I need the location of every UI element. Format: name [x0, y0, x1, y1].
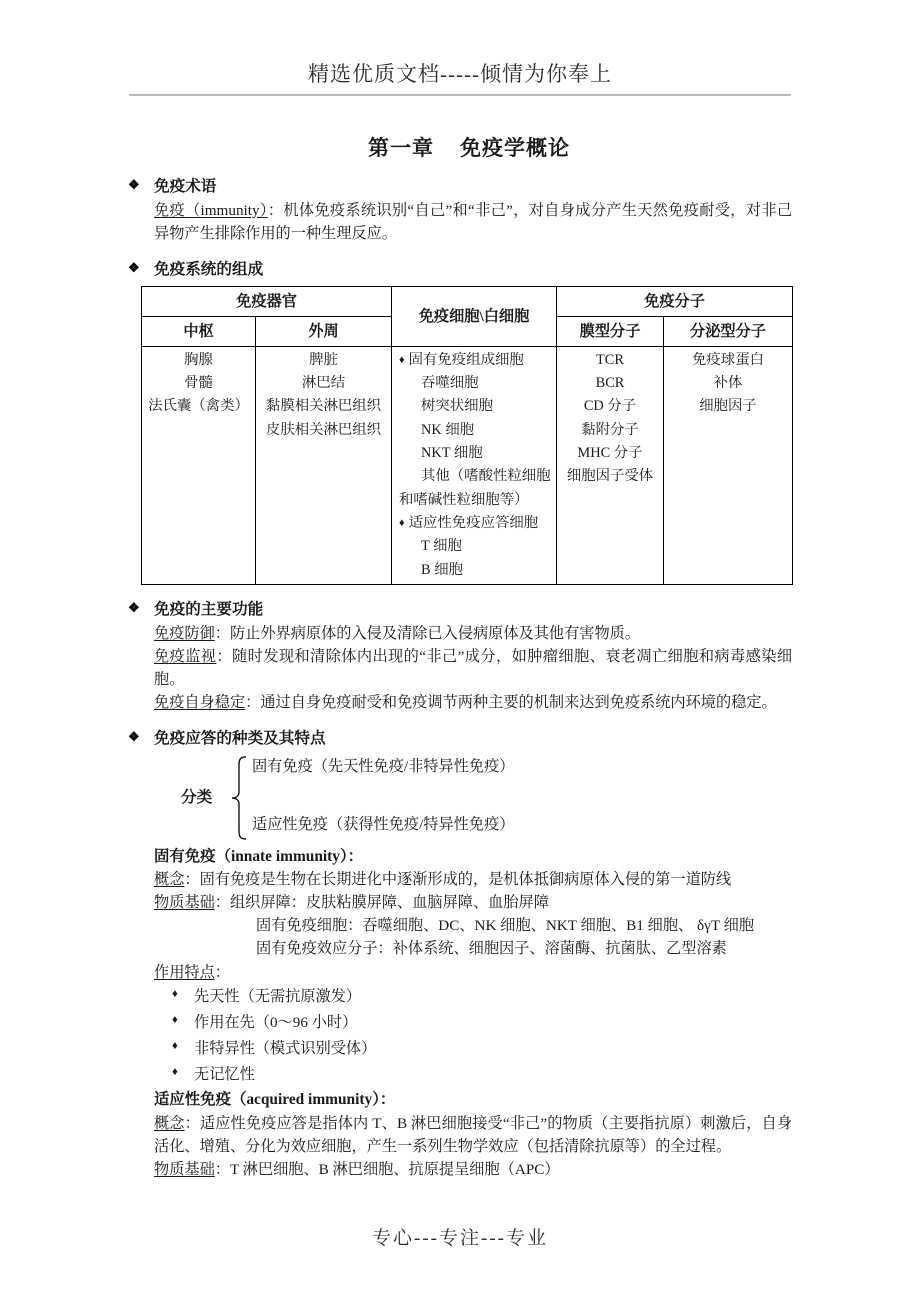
table-cell-text: B 细胞 — [421, 561, 463, 578]
table-sub-header-membrane: 膜型分子 — [557, 316, 664, 346]
table-cell-line — [399, 512, 553, 535]
section-title-response: 免疫应答的种类及其特点 — [154, 730, 326, 748]
table-cell-line: 法氏囊（禽类） — [148, 398, 249, 415]
function-item-homeostasis — [128, 691, 792, 714]
document-body — [128, 175, 792, 1181]
table-cell-line: 细胞因子 — [699, 398, 757, 415]
table-cell-text: 吞噬细胞 — [421, 375, 479, 392]
term-immunity-definition — [128, 199, 792, 245]
table-cell-text: NK 细胞 — [421, 421, 475, 438]
function-sep: ： — [245, 694, 261, 711]
table-sub-header-central: 中枢 — [142, 316, 256, 346]
function-item-surveillance — [128, 645, 792, 691]
table-cell-line — [399, 349, 553, 372]
innate-feature-list — [128, 984, 792, 1089]
table-cell-line: 补体 — [713, 375, 743, 392]
subsection-heading-acquired: 适应性免疫（acquired immunity）： — [154, 1091, 396, 1109]
table-cell-line: 免疫球蛋白 — [692, 351, 764, 368]
table-cell-text: 适应性免疫应答细胞 — [408, 515, 539, 532]
function-text-defense: 防止外界病原体的入侵及清除已入侵病原体及其他有害物质。 — [229, 624, 640, 642]
list-item: ♦ 先天性（无需抗原激发） — [194, 984, 792, 1010]
diamond-bullet-icon: ❖ — [128, 729, 140, 745]
table-sub-header-peripheral: 外周 — [256, 316, 392, 346]
term-body-immunity: 机体免疫系统识别“自己”和“非己”，对自身成分产生天然免疫耐受，对非己异物产生排除作用的一种生理反应。 — [154, 201, 793, 242]
acquired-concept — [128, 1112, 792, 1158]
table-sub-header-secreted: 分泌型分子 — [664, 316, 793, 346]
table-cell-line — [399, 559, 553, 582]
table-cell-line: 骨髓 — [184, 375, 213, 392]
acquired-basis-sep: ： — [214, 1160, 230, 1178]
page-footer: 专心---专注---专业 — [372, 1228, 548, 1249]
list-item: ♦ 作用在先（0～96 小时） — [194, 1010, 792, 1036]
innate-features-heading — [128, 961, 792, 984]
function-label-defense: 免疫防御 — [154, 624, 215, 642]
membrane-molecule-list — [560, 349, 660, 489]
table-cell-text: 和嗜碱性粒细胞等） — [399, 491, 529, 508]
diamond-marker-icon: ♦ — [399, 353, 405, 366]
table-cell-line: 黏膜相关淋巴组织 — [265, 398, 382, 415]
subsection-heading-innate: 固有免疫（innate immunity）： — [154, 847, 364, 865]
innate-basis-sep: ： — [214, 894, 230, 912]
function-label-homeostasis: 免疫自身稳定 — [154, 694, 246, 711]
table-cell-line: 细胞因子受体 — [566, 468, 654, 485]
table-cell-text: 树突状细胞 — [421, 398, 493, 415]
table-cell-text: T 细胞 — [421, 538, 462, 555]
diamond-bullet-icon: ❖ — [128, 177, 140, 192]
term-label-immunity: 免疫（immunity） — [154, 201, 268, 219]
table-cell-text: 固有免疫组成细胞 — [408, 351, 524, 368]
table-cell-secreted-molecules — [664, 346, 793, 584]
function-text-surveillance: 随时发现和清除体内出现的“非己”成分，如肿瘤细胞、衰老凋亡细胞和病毒感染细胞。 — [154, 647, 793, 688]
table-cell-line: 皮肤相关淋巴组织 — [265, 421, 382, 438]
table-cell-line: 脾脏 — [309, 351, 338, 368]
innate-basis-line-3: 固有免疫效应分子：补体系统、细胞因子、溶菌酶、抗菌肽、乙型溶素 — [256, 940, 727, 958]
header-watermark-text: 精选优质文档-----倾情为你奉上 — [308, 62, 612, 86]
function-sep: ： — [214, 624, 230, 642]
innate-basis-line-2: 固有免疫细胞：吞噬细胞、DC、NK 细胞、NKT 细胞、B1 细胞、 δγT 细胞 — [256, 917, 755, 935]
innate-concept — [128, 868, 792, 891]
header-divider-rule — [129, 94, 791, 96]
function-sep: ： — [216, 647, 233, 665]
innate-concept-label: 概念 — [154, 871, 185, 889]
innate-basis-barriers: 组织屏障：皮肤粘膜屏障、血脑屏障、血胎屏障 — [229, 894, 549, 912]
table-cell-line: TCR — [596, 351, 624, 368]
table-cell-line: BCR — [595, 375, 625, 392]
section-heading-system — [128, 258, 792, 282]
table-cell-membrane-molecules — [557, 346, 664, 584]
curly-brace-icon — [231, 756, 247, 840]
table-cell-line — [399, 489, 553, 512]
diamond-bullet-icon: ❖ — [128, 600, 140, 616]
innate-concept-sep: ： — [184, 871, 200, 889]
acquired-basis-text: T 淋巴细胞、B 淋巴细胞、抗原提呈细胞（APC） — [229, 1160, 560, 1178]
innate-basis-label: 物质基础 — [154, 894, 215, 912]
function-label-surveillance: 免疫监视 — [154, 647, 217, 665]
classification-brace-diagram — [128, 753, 792, 845]
table-cell-line — [399, 442, 553, 465]
table-header-row-groups — [142, 286, 793, 316]
section-title-terms: 免疫术语 — [154, 178, 217, 195]
section-heading-functions — [128, 598, 792, 622]
peripheral-organ-list — [259, 349, 388, 442]
table-cell-line: 淋巴结 — [301, 375, 346, 392]
table-cell-text: 其他（嗜酸性粒细胞 — [421, 468, 551, 485]
table-body-row — [142, 346, 793, 584]
central-organ-list — [145, 349, 252, 419]
section-title-system: 免疫系统的组成 — [154, 260, 264, 278]
table-cell-line — [399, 395, 553, 418]
immune-system-table-wrapper — [128, 286, 792, 585]
table-cell-text: NKT 细胞 — [421, 445, 483, 462]
function-text-homeostasis: 通过自身免疫耐受和免疫调节两种主要的机制来达到免疫系统内环境的稳定。 — [260, 694, 777, 711]
list-item: ♦ 非特异性（模式识别受体） — [194, 1036, 792, 1062]
table-cell-line: 胸腺 — [184, 351, 213, 368]
acquired-concept-label: 概念 — [154, 1114, 185, 1132]
table-cell-line: MHC 分子 — [577, 445, 643, 462]
table-group-header-organs: 免疫器官 — [142, 286, 392, 316]
table-cell-line: 黏附分子 — [581, 421, 639, 438]
acquired-concept-sep: ： — [184, 1114, 200, 1132]
table-cell-line — [399, 372, 553, 395]
list-item: ♦ 无记忆性 — [194, 1062, 792, 1088]
innate-features-sep: ： — [214, 963, 230, 981]
table-cell-line: CD 分子 — [583, 398, 637, 415]
immune-cell-list — [395, 349, 553, 582]
classification-label: 分类 — [181, 788, 213, 806]
page-header — [0, 0, 920, 96]
table-group-header-cells: 免疫细胞\白细胞 — [392, 286, 557, 346]
chapter-number: 第一章 — [368, 136, 434, 160]
classification-branch-innate: 固有免疫（先天性免疫/非特异性免疫） — [252, 757, 515, 775]
diamond-bullet-icon: ❖ — [128, 259, 140, 275]
section-title-functions: 免疫的主要功能 — [154, 601, 264, 619]
secreted-molecule-list — [667, 349, 789, 419]
section-heading-terms — [128, 175, 792, 199]
innate-features-label: 作用特点 — [154, 963, 215, 981]
acquired-concept-text: 适应性免疫应答是指体内 T、B 淋巴细胞接受“非己”的物质（主要指抗原）刺激后，自身活化、增殖、分化为效应细胞，产生一系列生物学效应（包括清除抗原等）的全过程。 — [154, 1114, 793, 1155]
acquired-basis-label: 物质基础 — [154, 1160, 215, 1178]
table-cell-immune-cells — [392, 346, 557, 584]
innate-basis-line-1 — [128, 891, 792, 914]
diamond-marker-icon: ♦ — [399, 517, 405, 530]
table-cell-line — [399, 535, 553, 558]
acquired-basis — [128, 1158, 792, 1181]
classification-branch-adaptive: 适应性免疫（获得性免疫/特异性免疫） — [252, 815, 515, 833]
table-cell-line — [399, 465, 553, 488]
immune-system-table — [141, 286, 793, 585]
table-cell-peripheral-organs — [256, 346, 392, 584]
table-group-header-molecules: 免疫分子 — [557, 286, 793, 316]
page-title — [0, 132, 920, 162]
innate-concept-text: 固有免疫是生物在长期进化中逐渐形成的，是机体抵御病原体入侵的第一道防线 — [199, 871, 732, 889]
chapter-name: 免疫学概论 — [460, 136, 570, 160]
section-heading-response — [128, 727, 792, 751]
term-separator: ： — [267, 201, 284, 219]
table-cell-line — [399, 419, 553, 442]
function-item-defense — [128, 622, 792, 645]
table-cell-central-organs — [142, 346, 256, 584]
